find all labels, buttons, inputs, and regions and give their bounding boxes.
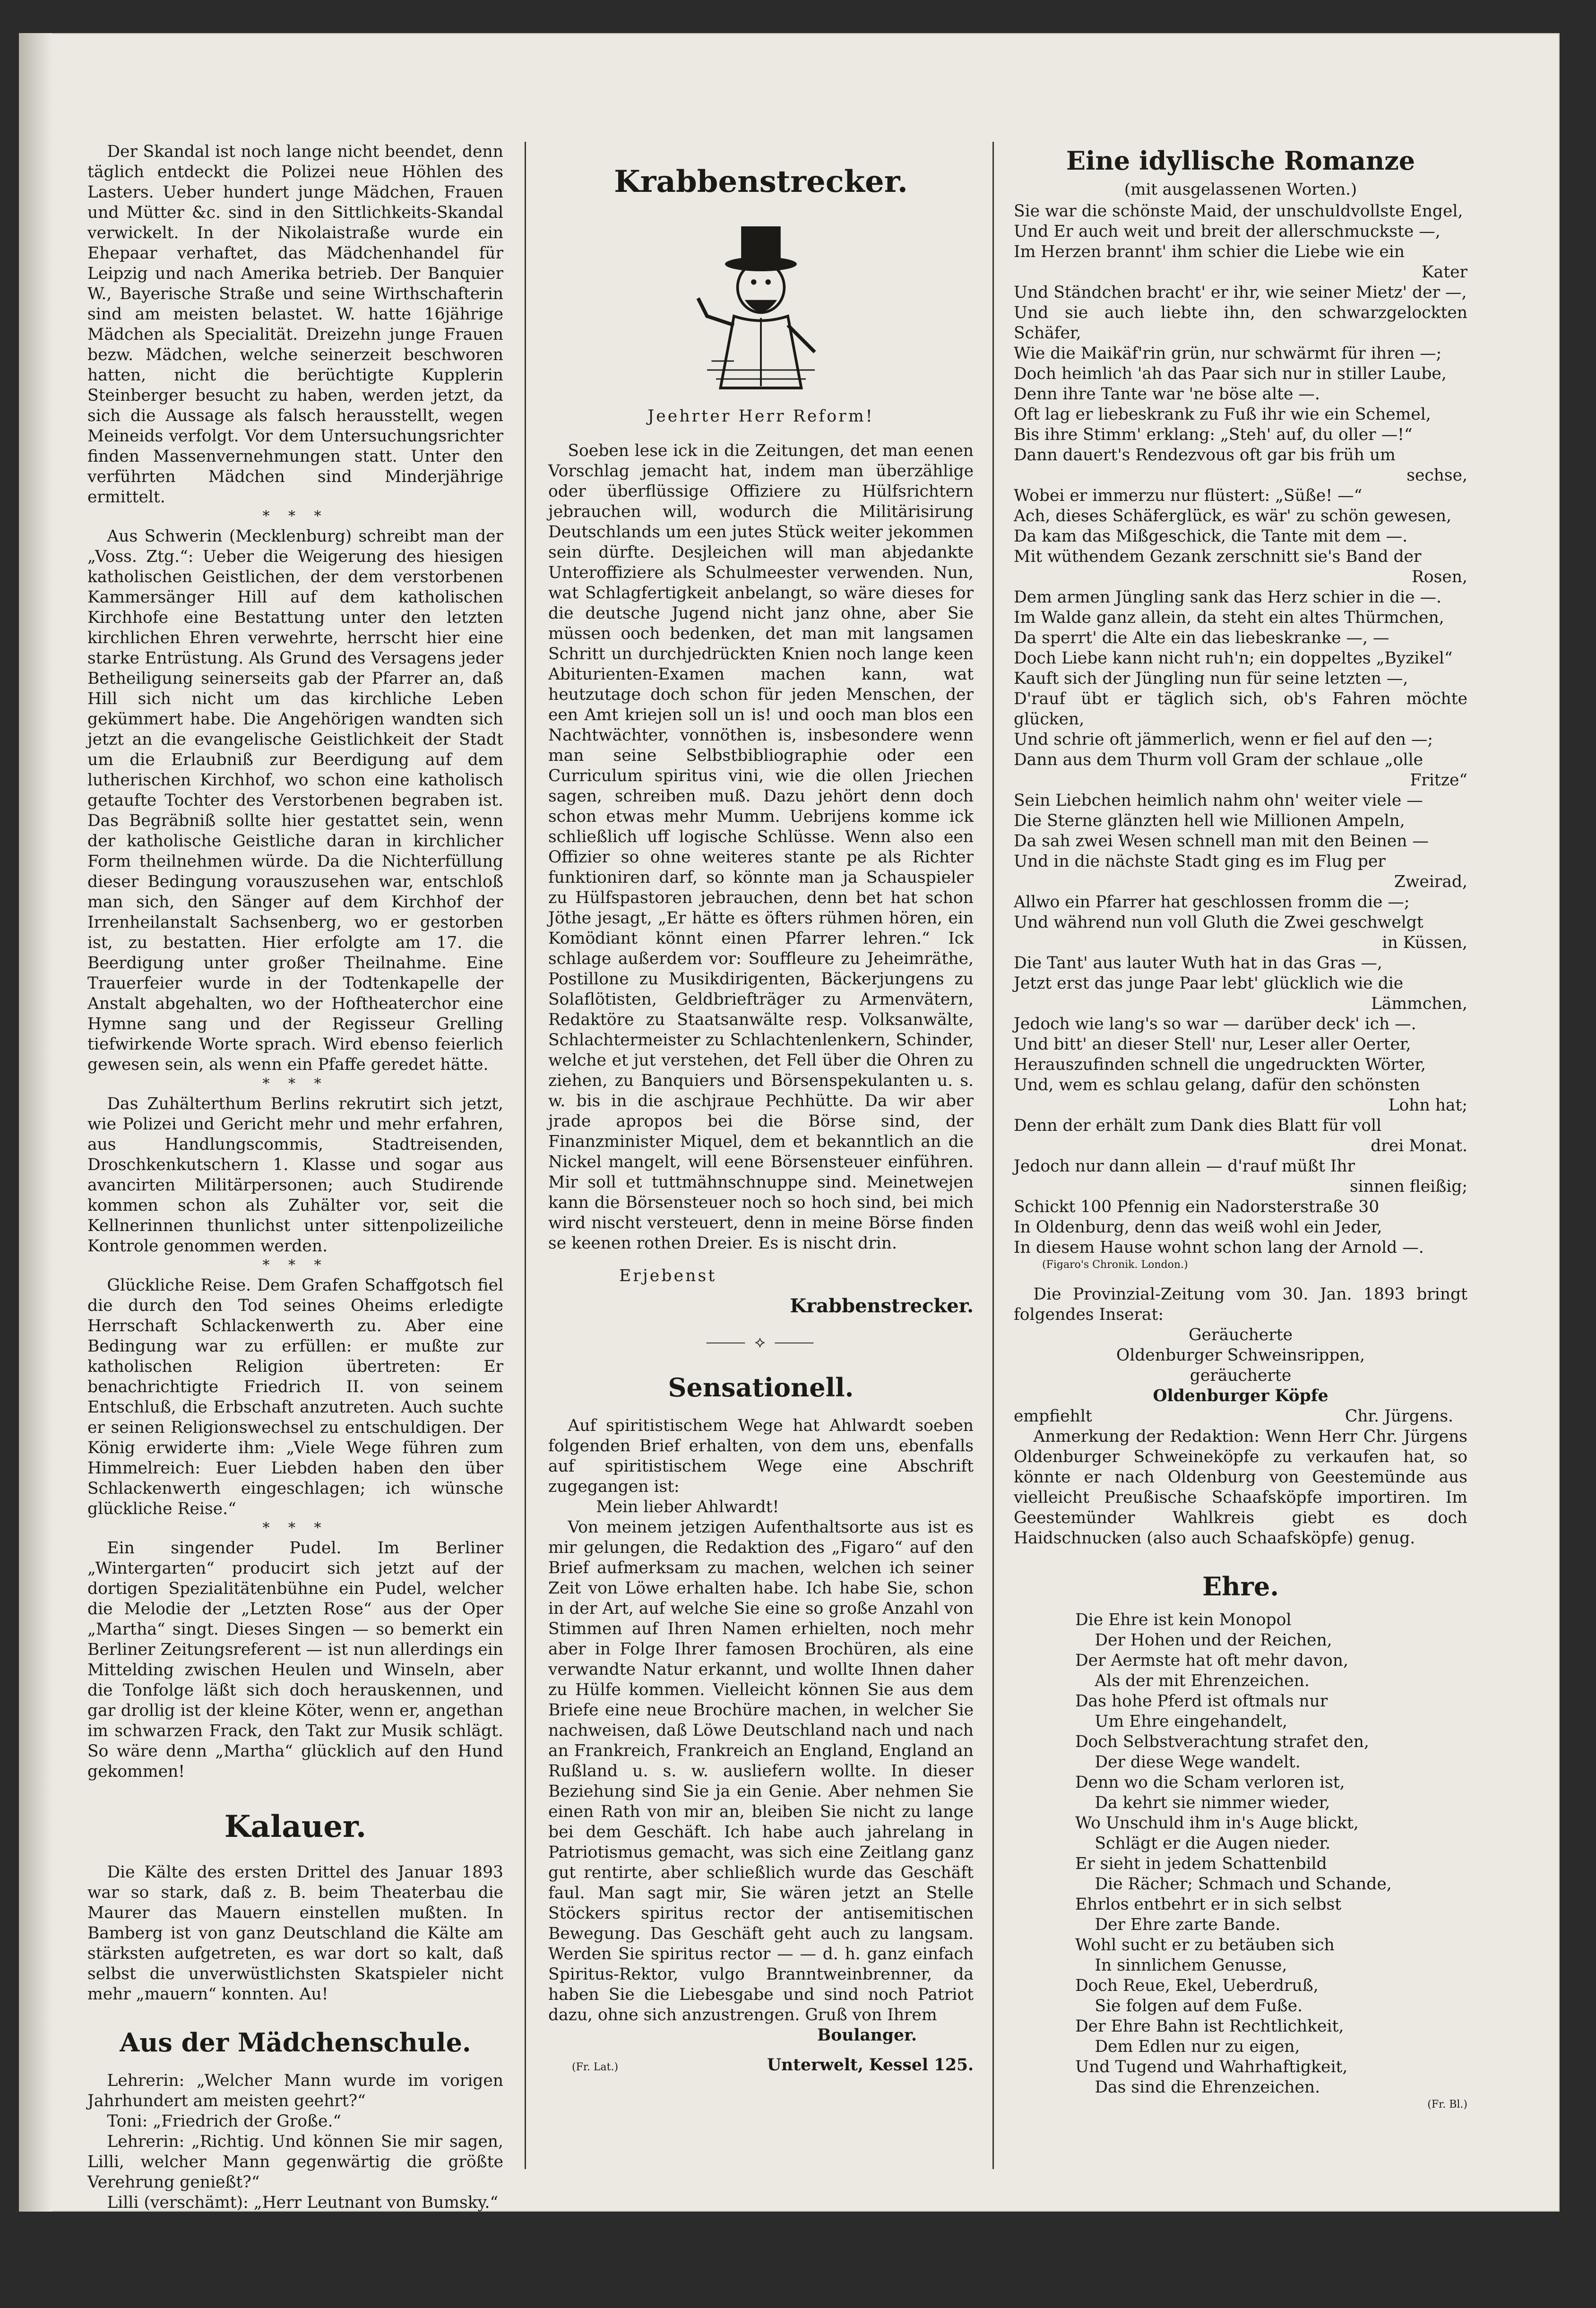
poem-verse: Da kehrt sie nimmer wieder, bbox=[1095, 1793, 1330, 1812]
column-middle bbox=[548, 142, 974, 2075]
poem-verse: Dem armen Jüngling sank das Herz schier in die —. bbox=[1014, 588, 1442, 607]
column-left bbox=[87, 142, 503, 2213]
poem-verse: Wie die Maikäf'rin grün, nur schwärmt für ihren —; bbox=[1014, 344, 1442, 363]
poem-verse: Da sah zwei Wesen schnell man mit den Beinen — bbox=[1014, 832, 1429, 851]
sensationell-greeting: Mein lieber Ahlwardt! bbox=[596, 1498, 779, 1516]
poem-verse: sechse, bbox=[1406, 466, 1467, 485]
dialog-line: Lehrerin: „Richtig. Und können Sie mir sagen, Lilli, welcher Mann gegenwärtig die größte Verehrung genießt?“ bbox=[87, 2132, 503, 2192]
article-zuhaelterthum: Das Zuhälterthum Berlins rekrutirt sich jetzt, wie Polizei und Gericht mehr und mehr erfahren, aus Handlungscommis, Stadtreisenden, Droschkenkutschern 1. Klasse und sogar aus avancirten Militärpersonen; auch Studirende kommen schon als Zuhälter vor, seit die Kellnerinnen thunlichst unter sittenpolizeiliche Kontrole genommen werden. bbox=[87, 1094, 503, 1256]
poem-verse: Denn wo die Scham verloren ist, bbox=[1075, 1773, 1345, 1792]
poem-verse: Fritze“ bbox=[1410, 771, 1467, 790]
heading-sensationell: Sensationell. bbox=[668, 1372, 854, 1403]
poem-verse: drei Monat. bbox=[1371, 1137, 1467, 1155]
poem-verse: Und schrie oft jämmerlich, wenn er fiel auf den —; bbox=[1014, 730, 1433, 749]
dialog-line: Lilli (verschämt): „Herr Leutnant von Bumsky.“ bbox=[107, 2193, 499, 2212]
poem-verse: In diesem Hause wohnt schon lang der Arnold —. bbox=[1014, 1238, 1424, 1257]
inserat-footer bbox=[1014, 1406, 1467, 1427]
letter-salutation: Jeehrter Herr Reform! bbox=[647, 407, 874, 426]
source-note: (Fr. Lat.) bbox=[572, 2061, 619, 2073]
poem-verse: In sinnlichem Genusse, bbox=[1095, 1956, 1287, 1975]
poem-verse: Im Herzen brannt' ihm schier die Liebe wie ein bbox=[1014, 242, 1405, 261]
poem-verse: Die Rächer; Schmach und Schande, bbox=[1095, 1875, 1392, 1894]
ornamental-divider: ⸻ ⟡ ⸻ bbox=[706, 1333, 816, 1352]
poem-verse: Wobei er immerzu nur flüstert: „Süße! —“ bbox=[1014, 486, 1363, 505]
poem-verse: Als der mit Ehrenzeichen. bbox=[1095, 1671, 1310, 1690]
separator-stars: * * * bbox=[262, 1257, 328, 1274]
dialog-line: Lehrerin: „Welcher Mann wurde im vorigen Jahrhundert am meisten geehrt?“ bbox=[87, 2071, 503, 2110]
poem-verse: Lämmchen, bbox=[1371, 994, 1467, 1013]
poem-ehre bbox=[1014, 1610, 1467, 2098]
article-singender-pudel: Ein singender Pudel. Im Berliner „Wintergarten“ producirt sich jetzt auf der dortigen Spezialitätenbühne ein Pudel, welcher die Melodie der „Letzten Rose“ aus der Oper „Martha“ singt. Dieses Singen — so bemerkt ein Berliner Zeitungsreferent — ist nun allerdings ein Mittelding zwischen Heulen und Winseln, aber die Tonfolge läßt sich doch herauskennen, und gar drollig ist der kleine Köter, wenn er, angethan im schwarzen Frack, den Takt zur Musik schlägt. So wäre denn „Martha“ glücklich auf den Hund gekommen! bbox=[87, 1539, 503, 1781]
letter-signature: Krabbenstrecker. bbox=[790, 1295, 974, 1317]
poem-verse: Zweirad, bbox=[1394, 872, 1467, 891]
poem-verse: Der Ehre Bahn ist Rechtlichkeit, bbox=[1075, 2017, 1344, 2036]
poem-verse: Um Ehre eingehandelt, bbox=[1095, 1712, 1287, 1731]
dialog-line: Toni: „Friedrich der Große.“ bbox=[107, 2112, 342, 2131]
poem-verse: Dem Edlen nur zu eigen, bbox=[1095, 2037, 1300, 2056]
inserat-bold: Oldenburger Köpfe bbox=[1153, 1387, 1329, 1405]
poem-verse: Der Hohen und der Reichen, bbox=[1095, 1631, 1332, 1650]
poem-verse: Rosen, bbox=[1411, 568, 1467, 586]
poem-verse: Mit wüthendem Gezank zerschnitt sie's Band der bbox=[1014, 547, 1422, 566]
letter-closing: Erjebenst bbox=[619, 1266, 717, 1285]
heading-romanze: Eine idyllische Romanze bbox=[1066, 146, 1415, 176]
poem-verse: Der Aermste hat oft mehr davon, bbox=[1075, 1651, 1348, 1670]
poem-verse: Und Er auch weit und breit der allerschmuckste —, bbox=[1014, 222, 1441, 241]
poem-verse: Die Sterne glänzten hell wie Millionen Ampeln, bbox=[1014, 811, 1405, 830]
poem-verse: Die Tant' aus lauter Wuth hat in das Gras —, bbox=[1014, 954, 1382, 973]
sensationell-signature: Boulanger. bbox=[817, 2026, 917, 2045]
poem-verse: Schickt 100 Pfennig ein Nadorsterstraße 30 bbox=[1014, 1197, 1380, 1216]
poem-verse: Kauft sich der Jüngling nun für seine letzten —, bbox=[1014, 669, 1408, 688]
separator-stars: * * * bbox=[262, 1520, 328, 1536]
poem-verse: Und in die nächste Stadt ging es im Flug per bbox=[1014, 852, 1386, 871]
newspaper-page bbox=[19, 33, 1560, 2212]
poem-verse: Der Ehre zarte Bande. bbox=[1095, 1915, 1281, 1934]
sensationell-footer bbox=[548, 2055, 974, 2075]
article-kalauer: Die Kälte des ersten Drittel des Januar 1893 war so stark, daß z. B. beim Theaterbau die Maurer das Mauern einstellen mußten. In Bamberg ist von ganz Deutschland die Kälte am stärksten aufgetreten, es war dort so kalt, daß selbst die unverwüstlichsten Skatspieler nicht mehr „mauern“ konnten. Au! bbox=[87, 1863, 503, 2004]
column-right bbox=[1014, 142, 1467, 2112]
column-rule-left bbox=[525, 142, 526, 2169]
poem-verse: Dann aus dem Thurm voll Gram der schlaue „olle bbox=[1014, 750, 1423, 769]
column-rule-right bbox=[992, 142, 994, 2169]
sensationell-body: Von meinem jetzigen Aufenthaltsorte aus ist es mir gelungen, die Redaktion des „Figaro“ auf den Brief aufmerksam zu machen, welchen ich seiner Zeit von Löwe erhalten habe. Ich habe Sie, schon in der Art, auf welche Sie eine so große Anzahl von Stimmen auf Ihren Namen erhielten, noch mehr aber in Folge Ihrer famosen Brochüren, als eine verwandte Natur erkannt, und wollte Ihnen daher zu Hülfe kommen. Vielleicht können Sie aus dem Briefe eine neue Brochüre machen, in welcher Sie nachweisen, daß Löwe Deutschland nach und nach an Frankreich, Frankreich an England, England an Rußland u. s. w. ausliefern wollte. In dieser Beziehung sind Sie ja ein Genie. Aber nehmen Sie einen Rath von mir an, bleiben Sie nicht zu lange bei dem Geschäft. Ich habe auch jahrelang in Patriotismus gemacht, was sich eine Zeitlang ganz gut rentirte, aber schließlich wurde das Geschäft faul. Man sagt mir, Sie wären jetzt an Stelle Stöckers spiritus rector der antisemitischen Bewegung. Das Geschäft geht auch zu langsam. Werden Sie spiritus rector — — d. h. ganz einfach Spiritus-Rektor, vulgo Branntweinbrenner, da haben Sie die Liebesgabe und sind noch Patriot dazu, ohne sich anzustrengen. Gruß von Ihrem bbox=[548, 1518, 974, 2024]
poem-verse: Oft lag er liebeskrank zu Fuß ihr wie ein Schemel, bbox=[1014, 405, 1431, 424]
poem-verse: Das hohe Pferd ist oftmals nur bbox=[1075, 1692, 1328, 1711]
heading-kalauer: Kalauer. bbox=[224, 1809, 367, 1844]
poem-verse: Doch heimlich 'ah das Paar sich nur in stiller Laube, bbox=[1014, 364, 1447, 383]
poem-verse: Wohl sucht er zu betäuben sich bbox=[1075, 1936, 1335, 1955]
poem-romanze bbox=[1014, 201, 1467, 1258]
poem-verse: Herauszufinden schnell die ungedruckten Wörter, bbox=[1014, 1055, 1426, 1074]
poem-verse: Die Ehre ist kein Monopol bbox=[1075, 1610, 1292, 1629]
poem-verse: Schlägt er die Augen nieder. bbox=[1095, 1834, 1331, 1853]
poem-verse: Im Walde ganz allein, da steht ein altes Thürmchen, bbox=[1014, 608, 1444, 627]
poem-verse: Da kam das Mißgeschick, die Tante mit dem —. bbox=[1014, 527, 1408, 546]
inserat-name: Chr. Jürgens. bbox=[1345, 1407, 1453, 1426]
heading-krabbenstrecker: Krabbenstrecker. bbox=[614, 164, 908, 199]
poem-verse: in Küssen, bbox=[1382, 933, 1467, 952]
poem-verse: D'rauf übt er täglich sich, ob's Fahren möchte glücken, bbox=[1014, 689, 1467, 729]
article-schwerin: Aus Schwerin (Mecklenburg) schreibt man der „Voss. Ztg.“: Ueber die Weigerung des hiesigen katholischen Geistlichen, der dem verstorbenen Kammersänger Hill auf dem katholischen Kirchhofe eine Bestattung unter den letzten kirchlichen Ehren verwehrte, herrscht hier eine starke Entrüstung. Als Grund des Versagens jeder Betheiligung seinerseits gab der Pfarrer an, daß Hill sich nicht um das kirchliche Leben gekümmert habe. Die Angehörigen wandten sich jetzt an die evangelische Geistlichkeit der Stadt um die Erlaubniß zur Beerdigung auf dem lutherischen Kirchhof, wo schon eine katholisch getaufte Tochter des Verstorbenen begraben ist. Das Begräbniß sollte hier gestattet sein, wenn der katholische Geistliche daran in kirchlicher Form theilnehmen würde. Da die Nichterfüllung dieser Bedingung vorauszusehen war, entschloß man sich, den Sänger auf dem Kirchhof der Irrenheilanstalt Sachsenberg, wo er gestorben ist, zu bestatten. Hier erfolgte am 17. die Beerdigung unter großer Theilnahme. Eine Trauerfeier wurde in der Todtenkapelle der Anstalt abgehalten, wo der Hoftheaterchor eine Hymne sang und der Regisseur Grelling tiefwirkende Worte sprach. Wird ebenso feierlich gewesen sein, als wenn ein Pfaffe geredet hätte. bbox=[87, 527, 503, 1074]
poem-verse: Bis ihre Stimm' erklang: „Steh' auf, du oller —!“ bbox=[1014, 425, 1413, 444]
poem-verse: Ehrlos entbehrt er in sich selbst bbox=[1075, 1895, 1342, 1914]
letter-body: Soeben lese ick in die Zeitungen, det man eenen Vorschlag jemacht hat, indem man überzählige oder überflüssige Offiziere zu Hülfsrichtern jebrauchen will, wodurch die Militärisirung Deutschlands um een jutes Stück weiter jekommen sein dürfte. Desjleichen will man abjedankte Unteroffiziere als Schulmeester verwenden. Nun, wat Schlagfertigkeit anbelangt, so wäre dieses for die deutsche Jugend nicht janz ohne, aber Sie müssen ooch bedenken, det man mit langsamen Schritt un durchjedrückten Knien noch lange keen Abiturienten-Examen machen kann, wat heutzutage doch schon für jeden Menschen, der een Amt kriejen soll un is! und ooch man blos een Nachtwächter, vonnöthen is, insbesondere wenn man seine Selbstbibliographie oder een Curriculum spiritus vini, wie die ollen Jriechen sagen, schreiben muß. Dazu jehört denn doch schon etwas mehr Mumm. Uebrijens komme ick schließlich uff logische Schlüsse. Wenn also een Offizier so ohne weiteres stante pe als Richter funktioniren darf, so könnte man ja Schauspieler zu Hülfspastoren jebrauchen, denn bet hat schon Jöthe jesagt, „Er hätte es öfters rühmen hören, ein Komödiant könnt einen Pfarrer lehren.“ Ick schlage außerdem vor: Souffleure zu Jeheimräthe, Postillone zu Musikdirigenten, Bäckerjungens zu Solaflötisten, Geldbriefträger zu Armenvätern, Redaktöre zu Staatsanwälte resp. Volksanwälte, Schlachtermeister zu Schlachtenlenkern, Schinder, welche et jut verstehen, det Fell über die Ohren zu ziehen, zu Banquiers und Börsenspekulanten u. s. w. bis in die aschjraue Pechhütte. Da wir aber jrade apropos bei die Börse sind, der Finanzminister Miquel, dem et bekanntlich an die Nickel mangelt, will eene Börsensteuer einführen. Mir soll et tuttmähnschnuppe sind. Meinetwejen kann die Börsensteuer noch so hoch sind, bei mich wird nischt versteuert, denn in meine Börse finden se keenen rothen Dreier. Es is nischt drin. bbox=[548, 441, 974, 1253]
poem-verse: Sie war die schönste Maid, der unschuldvollste Engel, bbox=[1014, 202, 1463, 221]
inserat-line: Geräucherte bbox=[1189, 1326, 1293, 1344]
poem-verse: Ach, dieses Schäferglück, es wär' zu schön gewesen, bbox=[1014, 507, 1452, 525]
poem-verse: Doch Reue, Ekel, Ueberdruß, bbox=[1075, 1976, 1319, 1995]
inserat-line: geräucherte bbox=[1190, 1366, 1292, 1385]
poem-verse: Lohn hat; bbox=[1388, 1096, 1467, 1115]
heading-maedchenschule: Aus der Mädchenschule. bbox=[120, 2027, 471, 2058]
poem-verse: Und Tugend und Wahrhaftigkeit, bbox=[1075, 2058, 1348, 2076]
poem-verse: Das sind die Ehrenzeichen. bbox=[1095, 2078, 1320, 2097]
poem-verse: Doch Selbstverachtung strafet den, bbox=[1075, 1732, 1369, 1751]
inserat-empfiehlt: empfiehlt bbox=[1014, 1407, 1092, 1426]
page-fold-shadow bbox=[19, 33, 52, 2212]
poem-verse: Doch Liebe kann nicht ruh'n; ein doppeltes „Byzikel“ bbox=[1014, 649, 1453, 668]
poem-verse: In Oldenburg, denn das weiß wohl ein Jeder, bbox=[1014, 1218, 1382, 1237]
poem-verse: Der diese Wege wandelt. bbox=[1095, 1753, 1301, 1772]
poem-verse: Und, wem es schlau gelang, dafür den schönsten bbox=[1014, 1076, 1420, 1094]
poem-verse: Wo Unschuld ihm in's Auge blickt, bbox=[1075, 1814, 1359, 1833]
poem-verse: sinnen fleißig; bbox=[1349, 1177, 1467, 1196]
sensationell-intro: Auf spiritistischem Wege hat Ahlwardt soeben folgenden Brief erhalten, von dem uns, ebenfalls auf spiritistischem Wege eine Abschrift zugegangen ist: bbox=[548, 1416, 974, 1496]
poem-verse: Allwo ein Pfarrer hat geschlossen fromm die —; bbox=[1014, 893, 1410, 912]
subheading-romanze: (mit ausgelassenen Worten.) bbox=[1124, 180, 1357, 199]
poem-verse: Denn ihre Tante war 'ne böse alte —. bbox=[1014, 385, 1320, 404]
poem-verse: Dann dauert's Rendezvous oft gar bis früh um bbox=[1014, 446, 1396, 465]
poem-verse: Kater bbox=[1421, 263, 1467, 282]
poem-verse: Sie folgen auf dem Fuße. bbox=[1095, 1997, 1303, 2015]
poem-verse: Und Ständchen bracht' er ihr, wie seiner Mietz' der —, bbox=[1014, 283, 1467, 302]
source-note: (Figaro's Chronik. London.) bbox=[1042, 1259, 1188, 1271]
poem-verse: Da sperrt' die Alte ein das liebeskranke —, — bbox=[1014, 629, 1389, 647]
poem-verse: Und sie auch liebte ihn, den schwarzgelockten Schäfer, bbox=[1014, 303, 1467, 343]
article-skandal: Der Skandal ist noch lange nicht beendet, denn täglich entdeckt die Polizei neue Höhlen des Lasters. Ueber hundert junge Mädchen, Frauen und Mütter &c. sind in den Sittlichkeits-Skandal verwickelt. In der Nikolaistraße wurde ein Ehepaar verhaftet, das Mädchenhandel für Leipzig und nach Amerika betrieb. Der Banquier W., Bayerische Straße und seine Wirthschafterin sind am meisten belastet. W. hatte 16jährige Mädchen als Specialität. Dreizehn junge Frauen bezw. Mädchen, welche seinerzeit beschworen hatten, nicht die berüchtigte Kupplerin Steinberger besucht zu haben, werden jetzt, da sich die Aussage als falsch herausstellt, wegen Meineids verfolgt. Vor dem Untersuchungsrichter finden Massenvernehmungen statt. Unter den verführten Mädchen sind Minderjährige ermittelt. bbox=[87, 142, 503, 507]
poem-verse: Sein Liebchen heimlich nahm ohn' weiter viele — bbox=[1014, 791, 1423, 810]
poem-verse: Denn der erhält zum Dank dies Blatt für voll bbox=[1014, 1116, 1382, 1135]
poem-verse: Er sieht in jedem Schattenbild bbox=[1075, 1854, 1327, 1873]
poem-verse: Jedoch nur dann allein — d'rauf müßt Ihr bbox=[1014, 1157, 1355, 1176]
inserat-line: Oldenburger Schweinsrippen, bbox=[1116, 1346, 1365, 1365]
separator-stars: * * * bbox=[262, 508, 328, 525]
poem-verse: Und bitt' an dieser Stell' nur, Leser aller Oerter, bbox=[1014, 1035, 1411, 1054]
source-note: (Fr. Bl.) bbox=[1427, 2099, 1467, 2110]
article-glueckliche-reise: Glückliche Reise. Dem Grafen Schaffgotsch fiel die durch den Tod seines Oheims erledigte Herrschaft Schlackenwerth zu. Aber eine Bedingung war zu erfüllen: er mußte zur katholischen Religion übertreten: Er benachrichtigte Friedrich II. von seinem Entschluß, die Erbschaft anzutreten. Auch suchte er seinen Religionswechsel zu entschuldigen. Der König erwiderte ihm: „Viele Wege führen zum Himmelreich: Euer Liebden haben den über Schlackenwerth eingeschlagen; ich wünsche glückliche Reise.“ bbox=[87, 1276, 503, 1518]
poem-verse: Jetzt erst das junge Paar lebt' glücklich wie die bbox=[1014, 974, 1404, 993]
poem-verse: Jedoch wie lang's so war — darüber deck' ich —. bbox=[1014, 1015, 1416, 1033]
inserat-intro: Die Provinzial-Zeitung vom 30. Jan. 1893 bringt folgendes Inserat: bbox=[1014, 1285, 1467, 1324]
heading-ehre: Ehre. bbox=[1202, 1571, 1279, 1602]
sensationell-address: Unterwelt, Kessel 125. bbox=[767, 2056, 974, 2075]
separator-stars: * * * bbox=[262, 1076, 328, 1092]
poem-verse: Und während nun voll Gluth die Zwei geschwelgt bbox=[1014, 913, 1423, 932]
anmerkung-redaktion: Anmerkung der Redaktion: Wenn Herr Chr. Jürgens Oldenburger Schweineköpfe zu verkaufen hat, so könnte er nach Oldenburg von Geestemünde aus vielleicht Preußische Schaafsköpfe importiren. Im Geestemünder Wahlkreis giebt es doch Haidschnucken (also auch Schaafsköpfe) genug. bbox=[1014, 1427, 1467, 1548]
caricature-illustration bbox=[671, 217, 851, 397]
